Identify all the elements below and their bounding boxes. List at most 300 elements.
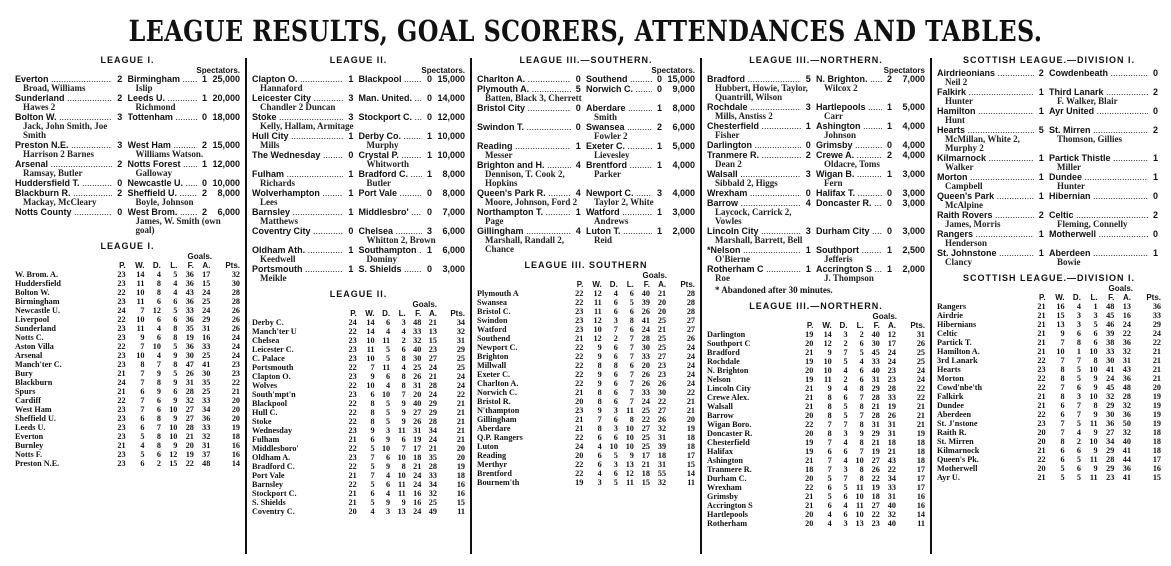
stat-cell: 29 bbox=[202, 315, 211, 324]
stat-cell: 29 bbox=[1106, 464, 1115, 473]
home-team-block bbox=[707, 122, 814, 140]
home-team-block bbox=[252, 265, 356, 283]
stat-cell: 9 bbox=[859, 429, 864, 438]
table-row bbox=[937, 302, 1161, 311]
table-row bbox=[477, 352, 695, 361]
spectators-label: Spectators bbox=[883, 66, 925, 75]
home-team-block bbox=[707, 199, 814, 226]
away-score: 0 bbox=[1152, 68, 1158, 78]
stat-cell: 3 bbox=[613, 460, 618, 469]
home-team: Brighton and H. ..... bbox=[477, 161, 571, 170]
stat-cell: 27 bbox=[185, 414, 194, 423]
stat-cell: 19 bbox=[871, 483, 880, 492]
attendance: 15,000 bbox=[212, 140, 240, 150]
stat-cell: 4 bbox=[156, 270, 161, 279]
stat-cell: 9 bbox=[629, 451, 634, 460]
home-team-block bbox=[477, 161, 584, 188]
stat-cell: 14 bbox=[136, 270, 145, 279]
attendance: 3,000 bbox=[672, 207, 695, 217]
team-name: Morton bbox=[937, 374, 964, 383]
league-table bbox=[707, 301, 925, 528]
match-result bbox=[477, 208, 695, 226]
stat-cell: 11 bbox=[382, 336, 391, 345]
team-name: Cowd'nbe'th bbox=[937, 383, 983, 392]
table-row bbox=[937, 410, 1161, 419]
stat-cell: 21 bbox=[1152, 347, 1161, 356]
team-name: Stockport C. bbox=[252, 489, 297, 498]
away-team: Motherwell ..... bbox=[1049, 230, 1148, 239]
away-score: 1 bbox=[886, 245, 892, 255]
stat-cell: 13 bbox=[625, 460, 634, 469]
home-team: Huddersfield T. ..... bbox=[15, 179, 112, 188]
league-table bbox=[477, 260, 695, 487]
stat-cell: 17 bbox=[887, 339, 896, 348]
home-scorers: Laycock, Carrick 2, Vowles bbox=[715, 207, 792, 226]
stat-cell: 6 bbox=[156, 450, 161, 459]
away-team: Dundee ..... bbox=[1049, 173, 1148, 182]
spectators-label: Spectators. bbox=[421, 66, 465, 75]
home-scorers: Batten, Black 3, Cherrett bbox=[485, 93, 582, 103]
stat-cell: 20 bbox=[641, 361, 650, 370]
table-row bbox=[937, 356, 1161, 365]
team-name: Portsmouth bbox=[252, 363, 294, 372]
stat-cell: 4 bbox=[843, 366, 848, 375]
stat-cell: 5 bbox=[173, 306, 178, 315]
away-team-block bbox=[586, 123, 695, 141]
away-team: Bradford C. ..... bbox=[358, 170, 422, 179]
away-team: Middlesbro' ..... bbox=[358, 208, 422, 217]
home-score: 0 bbox=[117, 178, 123, 188]
home-score: 0 bbox=[117, 207, 123, 217]
stat-cell: 26 bbox=[641, 370, 650, 379]
stat-cell: 2 bbox=[843, 375, 848, 384]
home-team-block bbox=[937, 211, 1047, 229]
stat-cell: 6 bbox=[613, 379, 618, 388]
stat-cell: 6 bbox=[613, 397, 618, 406]
home-team-block bbox=[15, 208, 125, 235]
table-row bbox=[477, 289, 695, 298]
table-row bbox=[707, 366, 925, 375]
stat-cell: 26 bbox=[641, 307, 650, 316]
stat-cell: 4 bbox=[140, 441, 145, 450]
stat-cell: 7 bbox=[140, 396, 145, 405]
home-team-block bbox=[477, 189, 584, 207]
home-scorers: Messer bbox=[485, 150, 513, 160]
table-row bbox=[937, 473, 1161, 482]
stat-cell: 27 bbox=[871, 501, 880, 510]
stat-cell: 18 bbox=[686, 442, 695, 451]
stat-cell: 23 bbox=[575, 307, 584, 316]
home-scorers: Kelly, Hallam, Armitage bbox=[260, 121, 354, 131]
away-team-block bbox=[816, 265, 925, 283]
team-name: Hull C. bbox=[252, 408, 278, 417]
stat-cell: 9 bbox=[386, 462, 391, 471]
home-team-block bbox=[707, 151, 814, 169]
stat-cell: 24 bbox=[686, 370, 695, 379]
stat-cell: 3 bbox=[843, 330, 848, 339]
match-result bbox=[937, 249, 1161, 267]
stat-cell: 22 bbox=[1037, 455, 1046, 464]
stat-cell: 19 bbox=[413, 435, 422, 444]
footnote: * Abandoned after 30 minutes. bbox=[715, 285, 833, 295]
home-score: 0 bbox=[575, 74, 581, 84]
stat-cell: 26 bbox=[231, 306, 240, 315]
team-name: Huddersfield bbox=[15, 279, 61, 288]
team-name: Cardiff bbox=[15, 396, 41, 405]
match-result bbox=[707, 122, 925, 140]
stat-cell: 24 bbox=[1152, 329, 1161, 338]
home-team: Tranmere R. ..... bbox=[707, 151, 801, 160]
match-result bbox=[15, 94, 240, 112]
home-score: 1 bbox=[1038, 229, 1044, 239]
away-team: Crewe A. ..... bbox=[816, 151, 882, 160]
stat-cell: 28 bbox=[686, 289, 695, 298]
team-name: Partick T. bbox=[937, 338, 972, 347]
away-score: 1 bbox=[201, 159, 207, 169]
column-header: P. bbox=[1039, 293, 1046, 302]
away-team-block bbox=[1049, 211, 1161, 229]
stat-cell: 31 bbox=[202, 441, 211, 450]
team-name: Lincoln City bbox=[707, 384, 751, 393]
team-name: Wednesday bbox=[252, 426, 293, 435]
home-score: 3 bbox=[348, 112, 354, 122]
stat-cell: 24 bbox=[1106, 374, 1115, 383]
table-row bbox=[252, 453, 465, 462]
stat-cell: 11 bbox=[593, 307, 602, 316]
away-team: Man. United. ..... bbox=[358, 94, 422, 103]
stat-cell: 7 bbox=[629, 379, 634, 388]
team-name: Bradford bbox=[707, 348, 740, 357]
stat-cell: 3 bbox=[843, 429, 848, 438]
stat-cell: 5 bbox=[1060, 464, 1065, 473]
stat-cell: 40 bbox=[887, 501, 896, 510]
home-score: 0 bbox=[805, 140, 811, 150]
team-name: Kilmarnock bbox=[937, 446, 980, 455]
away-line bbox=[358, 265, 465, 274]
stat-cell: 9 bbox=[827, 348, 832, 357]
stat-cell: 41 bbox=[1106, 365, 1115, 374]
away-score: 0 bbox=[656, 84, 662, 94]
away-line bbox=[586, 75, 695, 84]
stat-cell: 21 bbox=[1037, 311, 1046, 320]
stat-cell: 30 bbox=[185, 351, 194, 360]
stat-cell: 33 bbox=[428, 471, 437, 480]
away-score: 0 bbox=[426, 74, 432, 84]
attendance: 12,000 bbox=[437, 112, 465, 122]
column-header: A. bbox=[1122, 293, 1131, 302]
home-score: 3 bbox=[117, 112, 123, 122]
stat-cell: 11 bbox=[398, 480, 406, 489]
stat-cell: 11 bbox=[136, 279, 145, 288]
away-team: Swansea ..... bbox=[586, 123, 652, 132]
home-team-block bbox=[477, 208, 584, 226]
away-team: Derby Co. ..... bbox=[358, 132, 422, 141]
match-result bbox=[477, 142, 695, 160]
stat-cell: 7 bbox=[156, 360, 161, 369]
column-header: F. bbox=[873, 321, 880, 330]
team-name: Durham C. bbox=[707, 474, 747, 483]
home-scorers: Mills, Anstiss 2 bbox=[715, 111, 773, 121]
stat-cell: 8 bbox=[140, 360, 145, 369]
match-result bbox=[937, 154, 1161, 172]
away-score: 0 bbox=[426, 93, 432, 103]
stat-cell: 6 bbox=[1060, 401, 1065, 410]
stat-cell: 21 bbox=[1152, 374, 1161, 383]
stat-cell: 31 bbox=[657, 433, 667, 442]
column-header: W. bbox=[365, 309, 375, 318]
home-team: Clapton O. ..... bbox=[252, 75, 343, 84]
table-row bbox=[15, 369, 240, 378]
stat-cell: 28 bbox=[428, 462, 437, 471]
home-team: The Wednesday ..... bbox=[252, 151, 343, 160]
stat-cell: 16 bbox=[231, 450, 240, 459]
stat-cell: 3 bbox=[613, 424, 618, 433]
team-header bbox=[707, 321, 797, 330]
home-team: Swindon T. ..... bbox=[477, 123, 571, 132]
stat-cell: 9 bbox=[386, 498, 391, 507]
stat-cell: 6 bbox=[401, 435, 406, 444]
stat-cell: 9 bbox=[1093, 428, 1098, 437]
stat-cell: 23 bbox=[117, 414, 126, 423]
away-scorers: Whitworth bbox=[366, 159, 409, 169]
away-team: Hibernian ..... bbox=[1049, 192, 1148, 201]
home-score: 0 bbox=[575, 103, 581, 113]
stat-cell: 24 bbox=[413, 471, 422, 480]
stat-cell: 6 bbox=[386, 480, 391, 489]
away-line bbox=[1049, 107, 1161, 116]
column-header: A. bbox=[887, 321, 896, 330]
table-row bbox=[252, 417, 465, 426]
stat-cell: 36 bbox=[1122, 410, 1131, 419]
match-result bbox=[477, 123, 695, 141]
stat-cell: 28 bbox=[887, 384, 896, 393]
stat-cell: 21 bbox=[575, 415, 584, 424]
attendance: 12,000 bbox=[212, 159, 240, 169]
stat-cell: 9 bbox=[597, 406, 602, 415]
stat-cell: 5 bbox=[613, 451, 618, 460]
stat-cell: 5 bbox=[843, 357, 848, 366]
away-scorers: Galloway bbox=[135, 168, 173, 178]
team-name: Southport C bbox=[707, 339, 751, 348]
stat-cell: 27 bbox=[413, 408, 422, 417]
stat-cell: 25 bbox=[202, 351, 211, 360]
home-score: 1 bbox=[1038, 248, 1044, 258]
home-scorers: Roe bbox=[715, 273, 730, 283]
home-team-block bbox=[15, 189, 125, 207]
away-team-block bbox=[586, 104, 695, 122]
stat-cell: 8 bbox=[370, 408, 375, 417]
stat-cell: 44 bbox=[1122, 455, 1131, 464]
stat-cell: 9 bbox=[1093, 410, 1098, 419]
stat-cell: 21 bbox=[456, 426, 465, 435]
stat-cell: 21 bbox=[871, 402, 880, 411]
table-row bbox=[252, 408, 465, 417]
table-row bbox=[707, 483, 925, 492]
table-row bbox=[252, 345, 465, 354]
table-row bbox=[477, 469, 695, 478]
stat-cell: 6 bbox=[859, 375, 864, 384]
stat-cell: 19 bbox=[575, 478, 584, 487]
team-name: Millwall bbox=[477, 361, 507, 370]
stat-cell: 7 bbox=[156, 423, 161, 432]
away-scorers: Islip bbox=[135, 83, 153, 93]
away-team: Southampton ..... bbox=[358, 246, 422, 255]
stat-cell: 49 bbox=[428, 507, 437, 516]
away-scorers: Johnson bbox=[823, 130, 857, 140]
stat-cell: 45 bbox=[871, 348, 880, 357]
away-scorers: Murphy bbox=[366, 140, 399, 150]
stat-cell: 21 bbox=[1152, 365, 1161, 374]
stat-cell: 25 bbox=[456, 354, 465, 363]
stat-cell: 4 bbox=[843, 501, 848, 510]
stat-cell: 19 bbox=[805, 375, 814, 384]
stat-cell: 31 bbox=[1122, 356, 1131, 365]
team-name: Motherwell bbox=[937, 464, 978, 473]
stat-cell: 19 bbox=[1152, 410, 1161, 419]
away-line bbox=[816, 189, 925, 198]
table-row bbox=[15, 432, 240, 441]
away-team-block bbox=[1049, 69, 1161, 87]
stat-cell: 8 bbox=[401, 354, 406, 363]
away-line bbox=[586, 85, 695, 94]
team-name: Plymouth A bbox=[477, 289, 519, 298]
away-team: Chelsea ..... bbox=[358, 227, 422, 236]
stat-cell: 6 bbox=[597, 460, 602, 469]
stat-cell: 24 bbox=[575, 442, 584, 451]
stat-cell: 34 bbox=[887, 474, 896, 483]
stat-cell: 28 bbox=[231, 297, 240, 306]
stat-cell: 28 bbox=[185, 423, 194, 432]
team-name: Blackpool bbox=[252, 399, 288, 408]
stat-cell: 8 bbox=[597, 361, 602, 370]
stat-cell: 11 bbox=[457, 507, 465, 516]
table-row bbox=[15, 279, 240, 288]
stat-cell: 10 bbox=[823, 357, 832, 366]
away-score: 1 bbox=[656, 141, 662, 151]
team-name: Reading bbox=[477, 451, 507, 460]
stat-cell: 16 bbox=[456, 489, 465, 498]
stat-cell: 16 bbox=[413, 489, 422, 498]
team-name: W. Brom. A. bbox=[15, 270, 58, 279]
stat-cell: 7 bbox=[843, 420, 848, 429]
stat-cell: 13 bbox=[1122, 302, 1131, 311]
away-line bbox=[358, 94, 465, 103]
away-scorers: Lievesley bbox=[593, 150, 630, 160]
stat-cell: 28 bbox=[428, 417, 437, 426]
home-team: Northampton T. ..... bbox=[477, 208, 571, 217]
table-row bbox=[707, 429, 925, 438]
home-team: Queen's Park R. ..... bbox=[477, 189, 571, 198]
away-team-block bbox=[358, 189, 465, 207]
table-row bbox=[15, 414, 240, 423]
team-name: Watford bbox=[477, 325, 507, 334]
stat-cell: 28 bbox=[686, 298, 695, 307]
home-team-block bbox=[252, 246, 356, 264]
table-row bbox=[252, 372, 465, 381]
team-name: Notts C. bbox=[15, 333, 44, 342]
away-team-block bbox=[128, 179, 241, 188]
stat-cell: 4 bbox=[173, 288, 178, 297]
table-row bbox=[707, 402, 925, 411]
away-team: Ayr United ..... bbox=[1049, 107, 1148, 116]
attendance: 10,000 bbox=[437, 131, 465, 141]
stat-cell: 6 bbox=[370, 390, 375, 399]
away-team-block bbox=[816, 103, 925, 121]
home-team: Raith Rovers ..... bbox=[937, 211, 1034, 220]
stat-cell: 23 bbox=[117, 270, 126, 279]
stat-cell: 20 bbox=[1037, 428, 1046, 437]
stat-cell: 9 bbox=[173, 351, 178, 360]
stat-cell: 19 bbox=[887, 402, 896, 411]
stat-cell: 3 bbox=[1076, 311, 1081, 320]
away-team: N. Brighton. ..... bbox=[816, 75, 882, 84]
away-score: 2 bbox=[1152, 210, 1158, 220]
attendance: 25,000 bbox=[212, 74, 240, 84]
stat-cell: 31 bbox=[202, 324, 211, 333]
home-team: Bristol City ..... bbox=[477, 104, 571, 113]
stat-cell: 32 bbox=[413, 336, 422, 345]
stat-cell: 5 bbox=[386, 354, 391, 363]
standings-table bbox=[15, 261, 240, 468]
away-scorers: Richmond bbox=[135, 102, 176, 112]
table-row bbox=[937, 347, 1161, 356]
stat-cell: 16 bbox=[916, 501, 925, 510]
match-result bbox=[252, 132, 465, 150]
stat-cell: 6 bbox=[597, 433, 602, 442]
column-header: L. bbox=[170, 261, 178, 270]
stat-cell: 6 bbox=[613, 469, 618, 478]
home-team-block bbox=[707, 141, 814, 150]
stat-cell: 2 bbox=[1076, 437, 1081, 446]
stat-cell: 4 bbox=[843, 456, 848, 465]
stat-cell: 22 bbox=[871, 474, 880, 483]
match-result bbox=[707, 170, 925, 188]
stat-cell: 14 bbox=[916, 510, 925, 519]
stat-cell: 8 bbox=[597, 388, 602, 397]
stat-cell: 34 bbox=[456, 318, 465, 327]
away-team: Sheffield U. ..... bbox=[128, 189, 198, 198]
stat-cell: 40 bbox=[413, 345, 422, 354]
table-row bbox=[707, 384, 925, 393]
stat-cell: 18 bbox=[1152, 446, 1161, 455]
stat-cell: 33 bbox=[871, 357, 880, 366]
stat-cell: 3 bbox=[1093, 311, 1098, 320]
away-team-block bbox=[586, 75, 695, 84]
stat-cell: 23 bbox=[348, 453, 357, 462]
away-team-block bbox=[586, 142, 695, 160]
home-team-block bbox=[15, 94, 125, 112]
away-team: Newcastle U. ..... bbox=[128, 179, 198, 188]
away-team: West Ham ..... bbox=[128, 141, 198, 150]
results-section-title: SCOTTISH LEAGUE.—DIVISION I. bbox=[962, 55, 1135, 65]
table-row bbox=[477, 451, 695, 460]
away-team-block bbox=[358, 170, 465, 188]
stat-cell: 11 bbox=[917, 519, 925, 528]
stat-cell: 23 bbox=[887, 375, 896, 384]
team-name: Spurs bbox=[15, 387, 36, 396]
match-result bbox=[252, 227, 465, 245]
home-scorers: Harrison 2 Barnes bbox=[23, 149, 94, 159]
stat-cell: 3 bbox=[843, 465, 848, 474]
team-name: Wigan Boro. bbox=[707, 420, 752, 429]
stat-cell: 22 bbox=[1122, 329, 1131, 338]
away-scorers: Fleming, Connelly bbox=[1056, 219, 1128, 229]
stat-cell: 22 bbox=[575, 460, 584, 469]
stat-cell: 26 bbox=[657, 415, 667, 424]
table-row bbox=[937, 365, 1161, 374]
away-team: Halifax T. ..... bbox=[816, 189, 882, 198]
attendance: 8,000 bbox=[217, 188, 240, 198]
